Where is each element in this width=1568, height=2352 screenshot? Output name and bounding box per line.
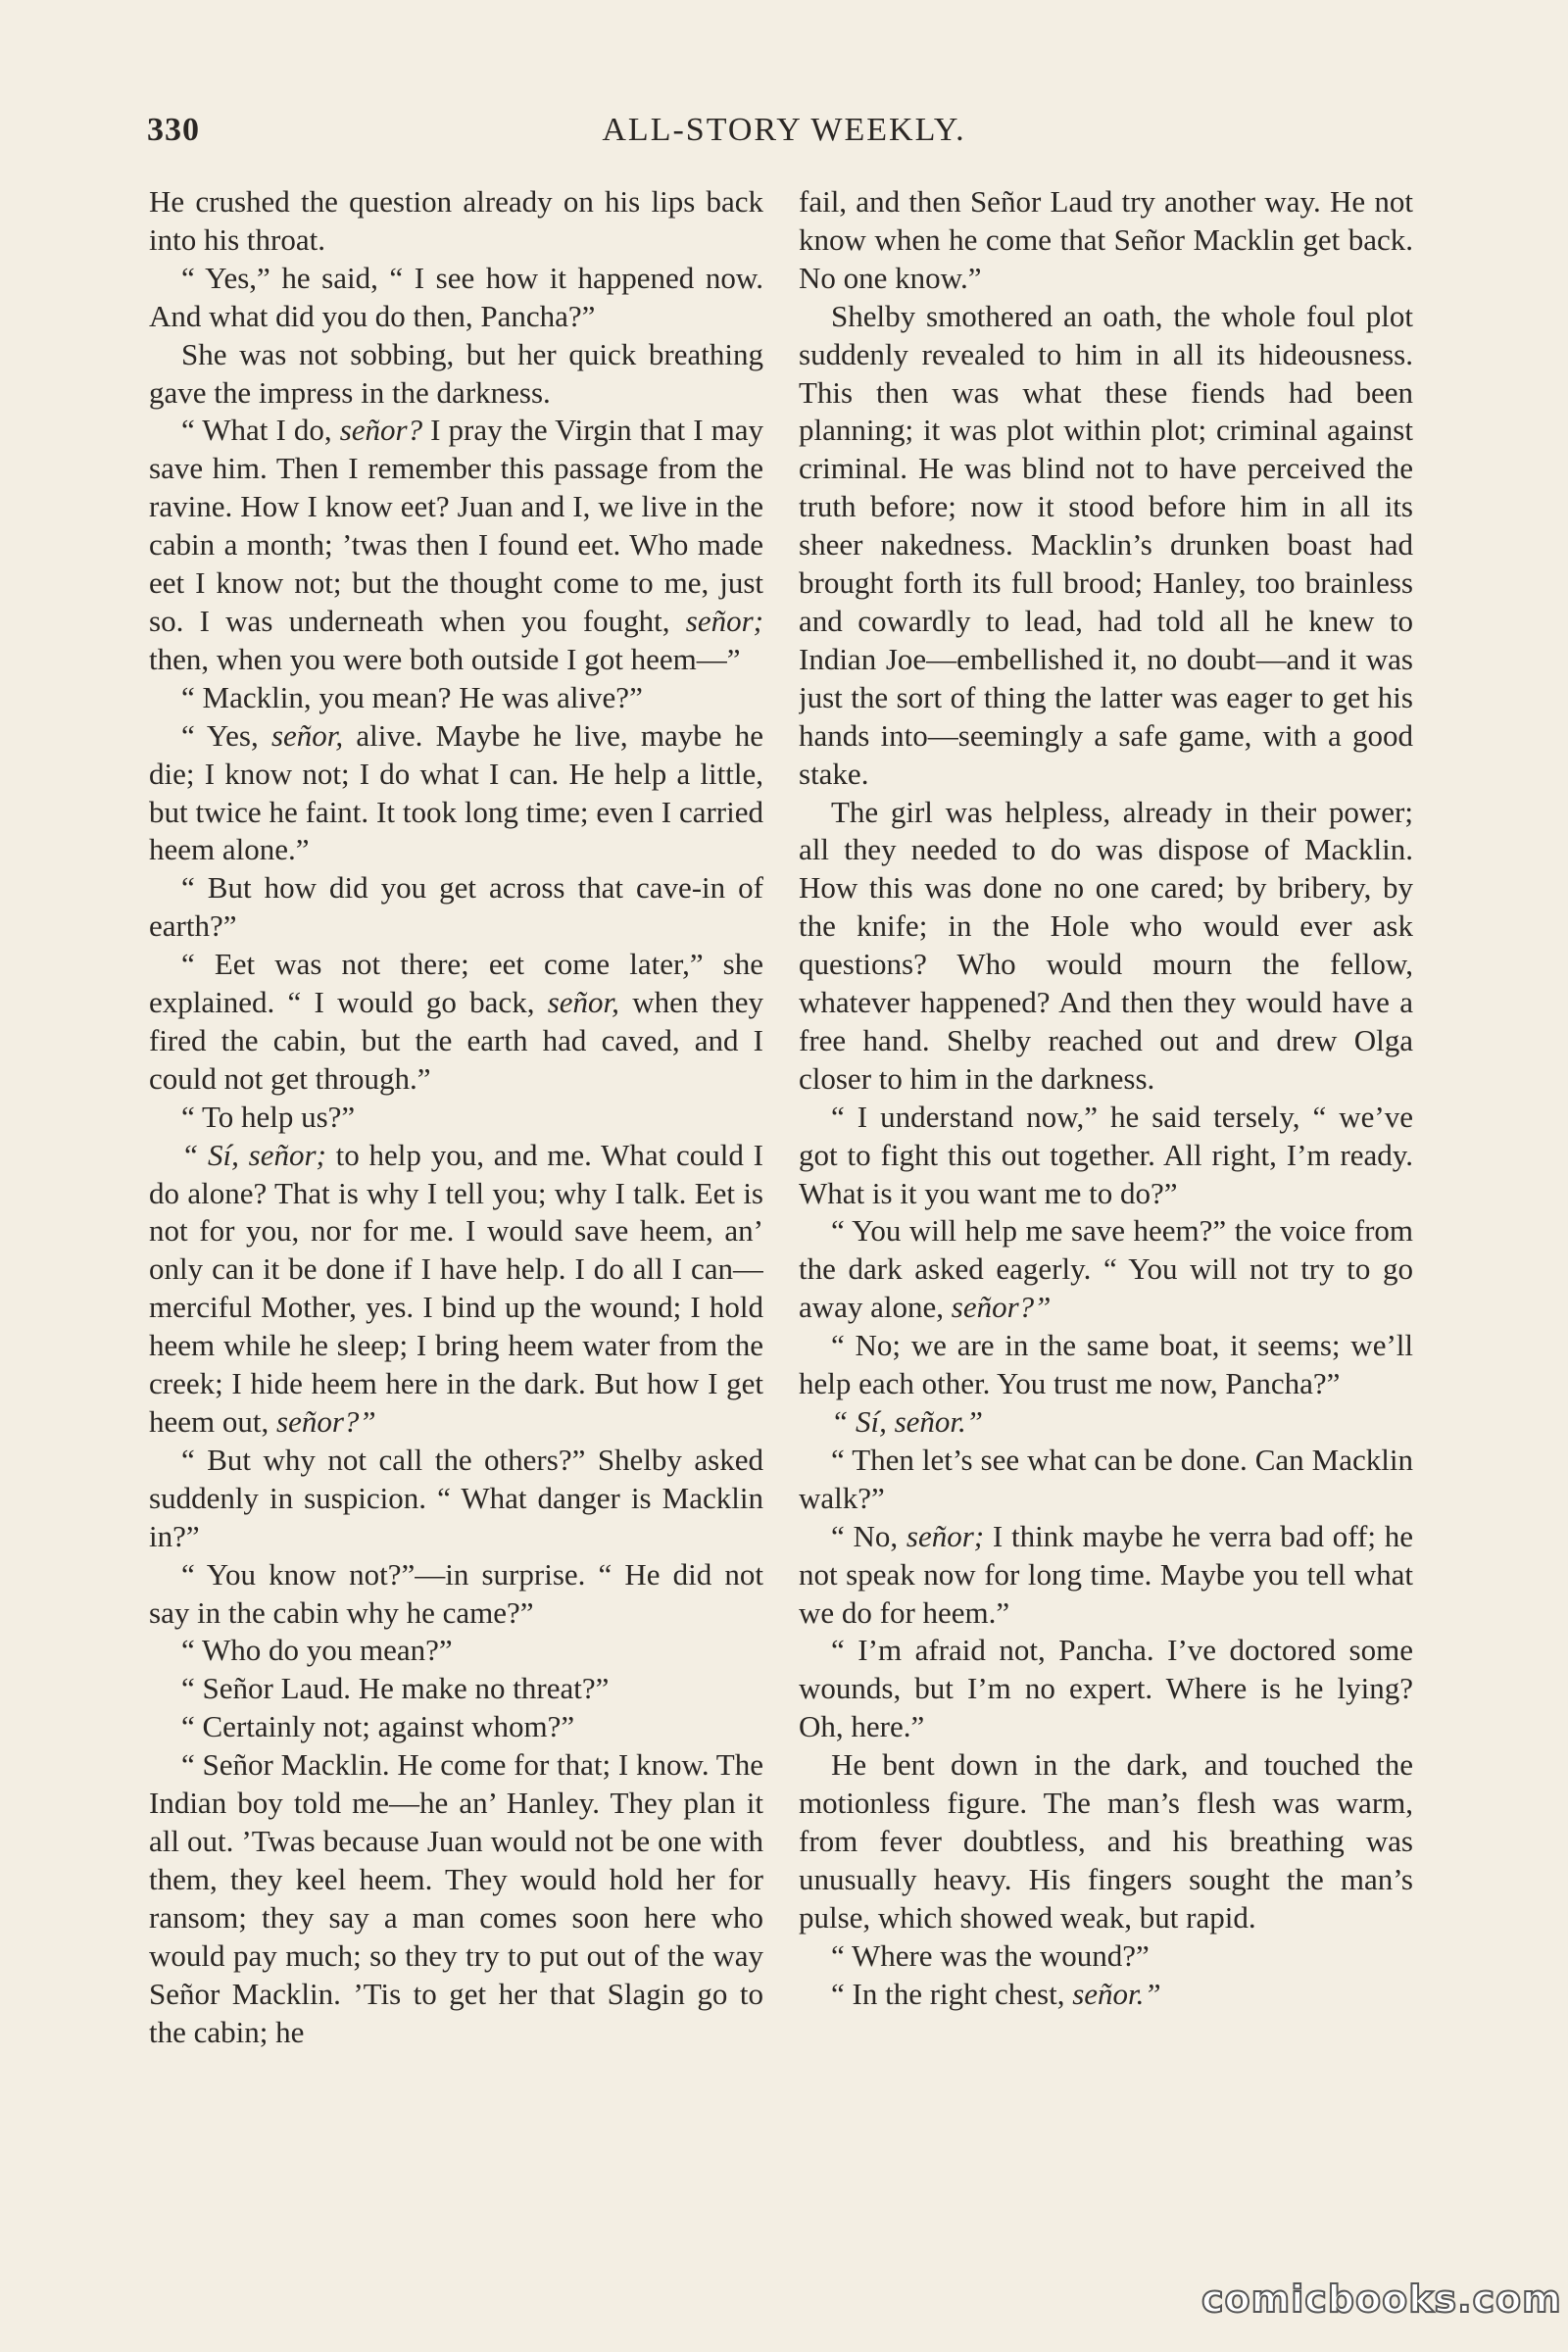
paragraph: “ Yes,” he said, “ I see how it happened now. And what did you do then, Pancha?”: [149, 260, 763, 333]
paragraph: “ Señor Laud. He make no threat?”: [181, 1671, 610, 1706]
paragraph: fail, and then Señor Laud try another way. He not know when he come that Señor Macklin get back. No one know.”: [799, 184, 1413, 295]
paragraph: “ What I do, señor? I pray the Virgin that I may save him. Then I remember this passage from the ravine. How I know eet? Juan and I, we live in the cabin a month; ’twas then I found eet. Who made eet I know not; but the thought come to me, just so. I was underneath when you fought, señor; then, when you were both outside I got heem—”: [149, 413, 763, 676]
paragraph: “ Certainly not; against whom?”: [181, 1709, 575, 1744]
paragraph: “ No; we are in the same boat, it seems; we’ll help each other. You trust me now, Pancha?”: [799, 1328, 1413, 1401]
paragraph: “ But why not call the others?” Shelby asked suddenly in suspicion. “ What danger is Macklin in?”: [149, 1442, 763, 1553]
paragraph: He bent down in the dark, and touched the motionless figure. The man’s flesh was warm, from fever doubtless, and his breathing was unusually heavy. His fingers sought the man’s pulse, which showed weak, but rapid.: [799, 1747, 1413, 1935]
paragraph: “ Eet was not there; eet come later,” she explained. “ I would go back, señor, when they fired the cabin, but the earth had caved, and I could not get through.”: [149, 947, 763, 1096]
right-text-column: [799, 183, 1413, 2222]
paragraph: “ Sí, señor.”: [831, 1404, 984, 1439]
paragraph: Shelby smothered an oath, the whole foul plot suddenly revealed to him in all its hideousness. This then was what these fiends had been planning; it was plot within plot; criminal against criminal. He was blind not to have perceived the truth before; now it stood before him in all its sheer nakedness. Macklin’s drunken boast had brought forth its full brood; Hanley, too brainless and cowardly to lead, had told all he knew to Indian Joe—embellished it, no doubt—and it was just the sort of thing the latter was eager to get his hands into—seemingly a safe game, with a good stake.: [799, 298, 1413, 791]
paragraph: “ In the right chest, señor.”: [831, 1976, 1161, 2011]
paragraph: “ Then let’s see what can be done. Can Macklin walk?”: [799, 1442, 1413, 1515]
paragraph: “ I understand now,” he said tersely, “ we’ve got to fight this out together. All right, I’m ready. What is it you want me to do?”: [799, 1099, 1413, 1210]
paragraph: She was not sobbing, but her quick breathing gave the impress in the darkness.: [149, 336, 763, 410]
paragraph: “ But how did you get across that cave-in of earth?”: [149, 870, 763, 944]
paragraph: He crushed the question already on his lips back into his throat.: [149, 184, 763, 257]
paragraph: “ Yes, señor, alive. Maybe he live, maybe he die; I know not; I do what I can. He help a little, but twice he faint. It took long time; even I carried heem alone.”: [149, 717, 763, 867]
paragraph: “ Who do you mean?”: [181, 1633, 453, 1668]
paragraph: “ To help us?”: [181, 1099, 356, 1134]
paragraph: “ I’m afraid not, Pancha. I’ve doctored some wounds, but I’m no expert. Where is he lying? Oh, here.”: [799, 1633, 1413, 1744]
paragraph: “ Macklin, you mean? He was alive?”: [181, 679, 643, 714]
paragraph: “ You will help me save heem?” the voice from the dark asked eagerly. “ You will not try to go away alone, señor?”: [799, 1213, 1413, 1325]
page-header: [147, 112, 1421, 161]
paragraph: “ Sí, señor; to help you, and me. What could I do alone? That is why I tell you; why I talk. Eet is not for you, nor for me. I would save heem, an’ only can it be done if I have help. I do all I can—merciful Mother, yes. I bind up the wound; I hold heem while he sleep; I bring heem water from the creek; I hide heem here in the dark. But how I get heem out, señor?”: [149, 1137, 763, 1439]
paragraph: “ Señor Macklin. He come for that; I know. The Indian boy told me—he an’ Hanley. They plan it all out. ’Twas because Juan would not be one with them, they keel heem. They would hold her for ransom; they say a man comes soon here who would pay much; so they try to put out of the way Señor Macklin. ’Tis to get her that Slagin go to the cabin; he: [149, 1747, 763, 2049]
page-number: 330: [147, 112, 200, 148]
paragraph: The girl was helpless, already in their power; all they needed to do was dispose of Macklin. How this was done no one cared; by bribery, by the knife; in the Hole who would ever ask questions? Who would mourn the fellow, whatever happened? And then they would have a free hand. Shelby reached out and drew Olga closer to him in the darkness.: [799, 794, 1413, 1096]
running-title: ALL-STORY WEEKLY.: [602, 112, 966, 148]
paragraph: “ Where was the wound?”: [831, 1937, 1150, 1973]
paragraph: “ You know not?”—in surprise. “ He did not say in the cabin why he came?”: [149, 1556, 763, 1630]
paragraph: “ No, señor; I think maybe he verra bad off; he not speak now for long time. Maybe you tell what we do for heem.”: [799, 1518, 1413, 1630]
left-text-column: [149, 183, 763, 2222]
watermark-logo: comicbooks.com: [1201, 2278, 1562, 2321]
